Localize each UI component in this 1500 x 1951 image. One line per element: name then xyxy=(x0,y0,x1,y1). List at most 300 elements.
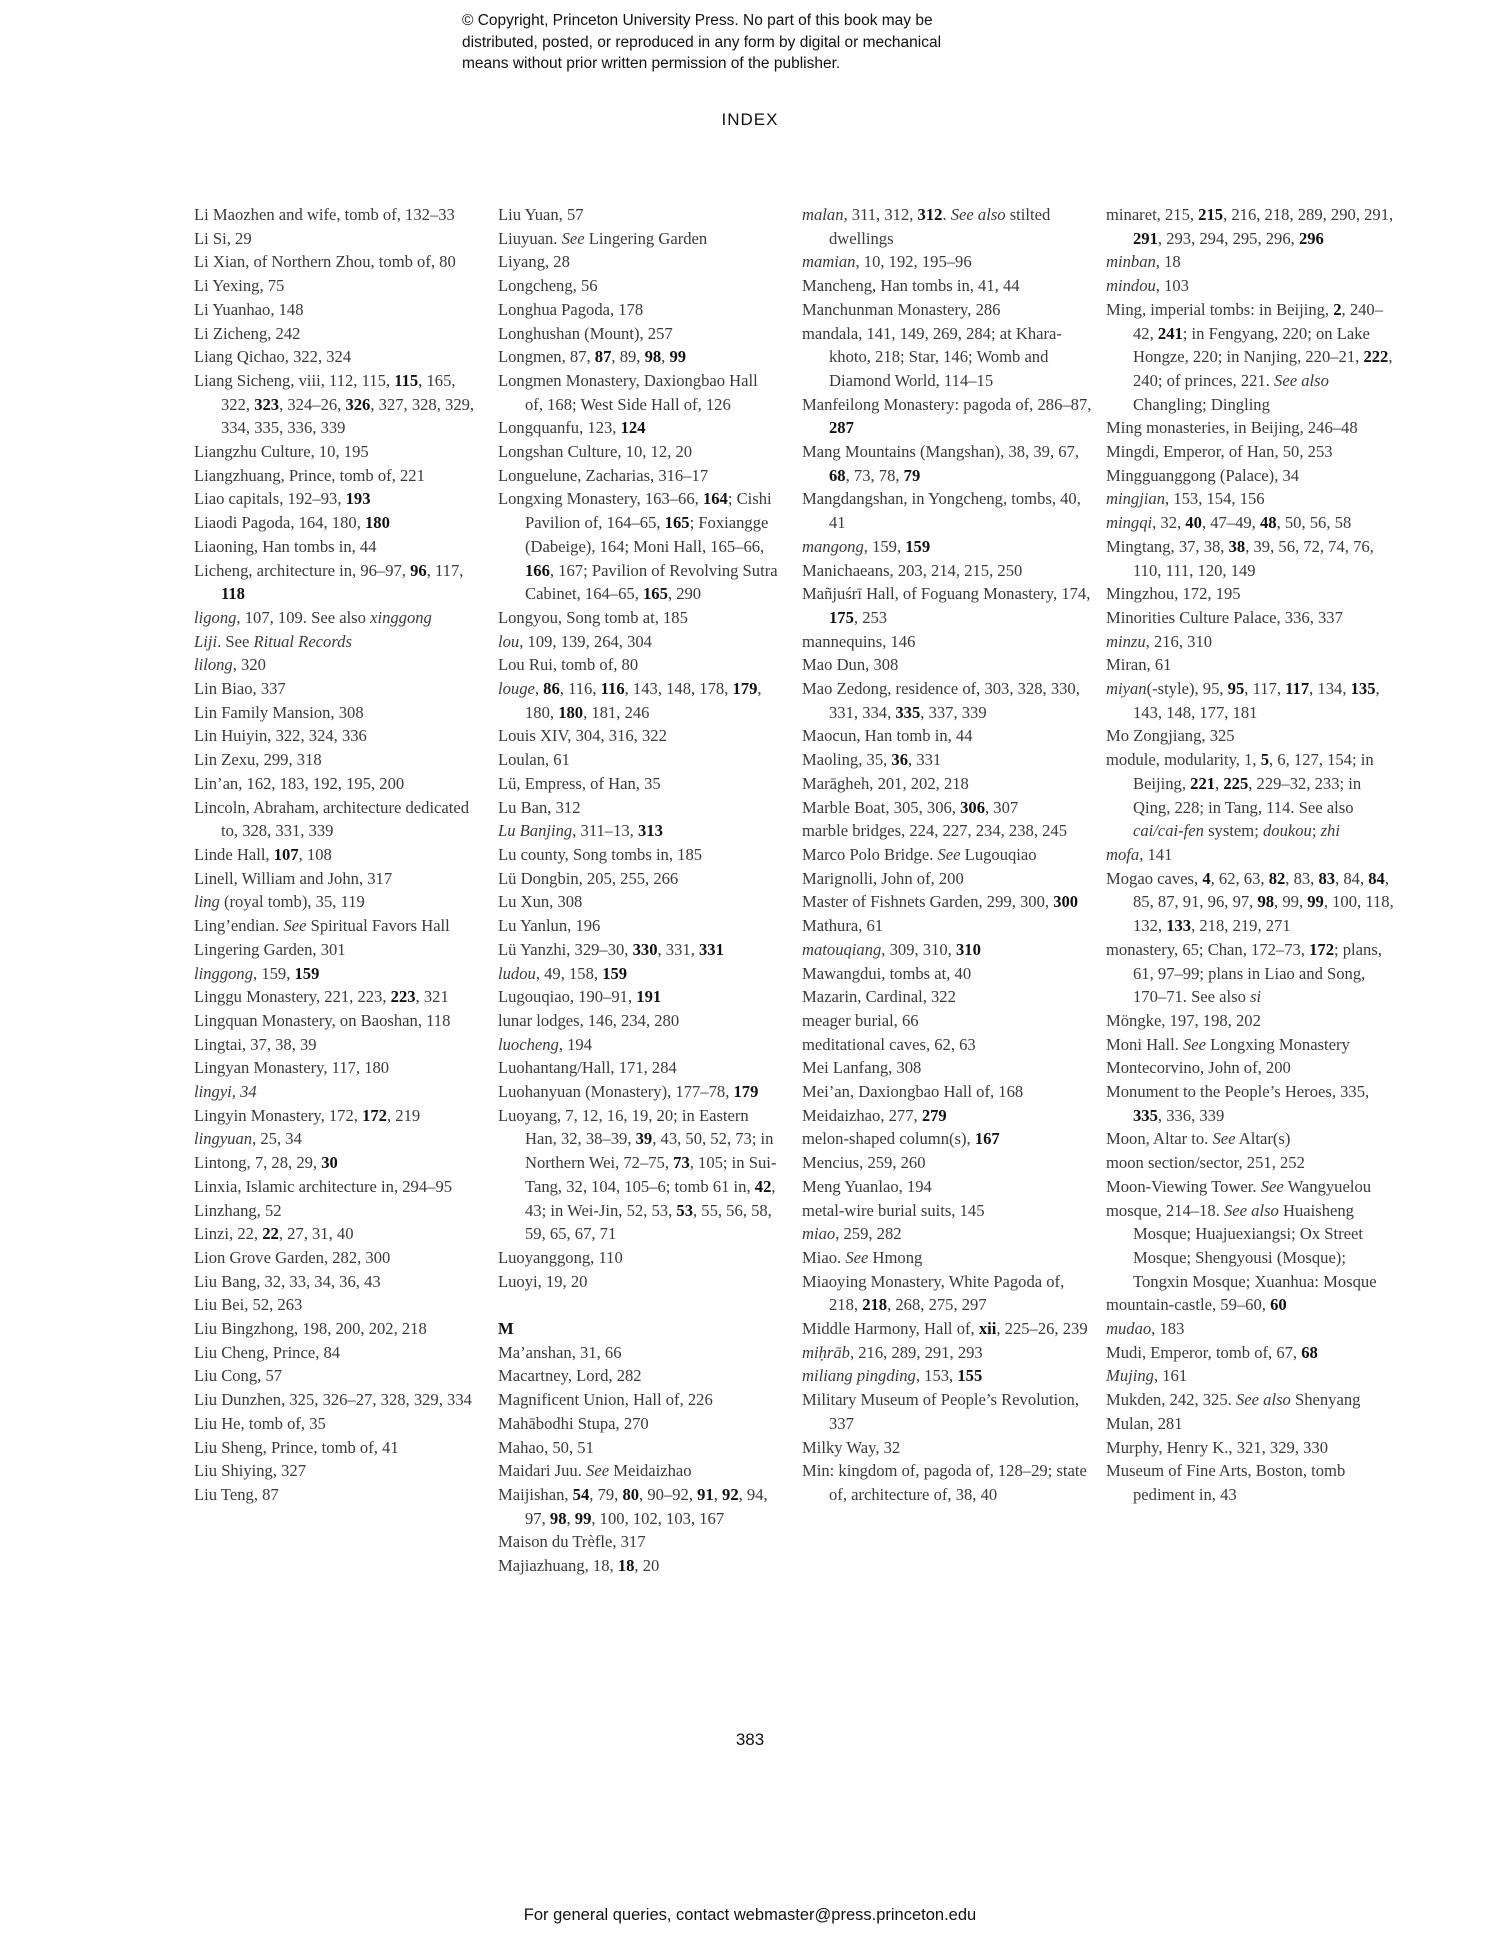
entry-text: , 103 xyxy=(1155,276,1189,296)
index-entry xyxy=(194,298,484,322)
index-entry xyxy=(802,1436,1092,1460)
italic-term: miliang pingding xyxy=(802,1366,916,1386)
entry-text: Liangzhuang, Prince, tomb of, 221 xyxy=(194,465,425,485)
entry-text: , 159, xyxy=(863,536,906,556)
letter-heading: M xyxy=(498,1319,514,1339)
italic-term: miḥrāb xyxy=(802,1342,850,1362)
italic-term: mamian xyxy=(802,252,856,272)
entry-text: Mañjuśrī Hall, of Foguang Monastery, 174, xyxy=(802,584,1091,604)
illustration-page-ref: 48 xyxy=(1259,513,1277,533)
entry-text: Lingyin Monastery, 172, xyxy=(194,1105,363,1125)
italic-term: minzu xyxy=(1106,631,1146,651)
entry-text: , 159, xyxy=(253,963,295,983)
illustration-page-ref: xii xyxy=(978,1319,997,1339)
entry-text: Lion Grove Garden, 282, 300 xyxy=(194,1247,391,1267)
index-entry xyxy=(802,938,1092,962)
illustration-page-ref: 99 xyxy=(574,1508,592,1528)
index-entry xyxy=(498,1530,778,1554)
entry-text: Lu county, Song tombs in, 185 xyxy=(498,844,703,864)
entry-text: Ma’anshan, 31, 66 xyxy=(498,1342,622,1362)
illustration-page-ref: 335 xyxy=(1133,1105,1158,1125)
index-entry xyxy=(194,1127,484,1151)
illustration-page-ref: 215 xyxy=(1198,205,1224,224)
illustration-page-ref: 159 xyxy=(602,963,628,983)
entry-text: , 225–26, 239 xyxy=(996,1319,1088,1339)
entry-text: Mahao, 50, 51 xyxy=(498,1437,594,1457)
entry-text: Ming, imperial tombs: in Beijing, xyxy=(1106,299,1334,319)
entry-text: Liao capitals, 192–93, xyxy=(194,489,346,509)
entry-text: , 311–13, xyxy=(572,821,638,841)
index-entry xyxy=(802,724,1092,748)
index-entry xyxy=(194,1151,484,1175)
index-entry xyxy=(802,274,1092,298)
entry-text: , 20 xyxy=(634,1556,660,1576)
entry-text: Altar(s) xyxy=(1235,1129,1291,1149)
entry-text: , 116, xyxy=(559,679,601,699)
entry-text: Manfeilong Monastery: pagoda of, 286–87, xyxy=(802,394,1092,414)
index-entry xyxy=(1106,1459,1396,1506)
entry-text: Lu Ban, 312 xyxy=(498,797,581,817)
italic-term: See xyxy=(561,228,585,248)
entry-text: , xyxy=(713,1484,723,1504)
entry-text: , 49, 158, xyxy=(535,963,603,983)
illustration-page-ref: 40 xyxy=(1185,513,1202,533)
index-entry xyxy=(194,274,484,298)
illustration-page-ref: 96 xyxy=(410,560,427,580)
index-entry xyxy=(498,416,778,440)
entry-text: marble bridges, 224, 227, 234, 238, 245 xyxy=(802,821,1068,841)
index-entry xyxy=(498,796,778,820)
entry-text: Lin Biao, 337 xyxy=(194,679,286,699)
index-entry xyxy=(802,890,1092,914)
index-entry xyxy=(802,559,1092,583)
index-entry xyxy=(802,322,1092,393)
index-entry xyxy=(802,819,1092,843)
entry-text: ; Foxiangge (Dabeige), 164; Moni Hall, 165–66, xyxy=(525,513,769,556)
index-entry xyxy=(498,203,778,227)
index-entry xyxy=(194,985,484,1009)
index-entry xyxy=(802,867,1092,891)
index-entry xyxy=(194,701,484,725)
italic-term: si xyxy=(1250,987,1262,1007)
entry-text: Luohantang/Hall, 171, 284 xyxy=(498,1058,677,1078)
entry-text: Maison du Trèfle, 317 xyxy=(498,1532,646,1552)
entry-text: Miran, 61 xyxy=(1106,655,1172,675)
entry-text: , 153, xyxy=(915,1366,958,1386)
index-entry xyxy=(194,1104,484,1128)
italic-term: Lu Banjing xyxy=(498,821,573,841)
entry-text: , 336, 339 xyxy=(1157,1105,1225,1125)
entry-text: Marble Boat, 305, 306, xyxy=(802,797,961,817)
page-number: 383 xyxy=(735,1730,765,1749)
illustration-page-ref: 225 xyxy=(1223,773,1249,793)
index-entry xyxy=(1106,843,1396,867)
index-column-4 xyxy=(1106,203,1396,1507)
index-entry xyxy=(802,1388,1092,1435)
illustration-page-ref: 287 xyxy=(829,418,854,438)
illustration-page-ref: 73 xyxy=(673,1153,690,1173)
illustration-page-ref: 95 xyxy=(1227,679,1245,699)
italic-term: mofa xyxy=(1106,844,1140,864)
entry-text: , 39, 56, 72, 74, 76, 110, 111, 120, 149 xyxy=(1133,536,1374,580)
illustration-page-ref: 87 xyxy=(594,347,612,367)
entry-text: Longhua Pagoda, 178 xyxy=(498,299,644,319)
illustration-page-ref: 42 xyxy=(754,1176,772,1196)
index-entry xyxy=(1106,1436,1396,1460)
index-entry xyxy=(194,250,484,274)
index-entry xyxy=(1106,464,1396,488)
entry-text: , 32, xyxy=(1152,513,1186,533)
illustration-page-ref: 68 xyxy=(829,465,846,485)
entry-text: , 320 xyxy=(232,655,266,675)
entry-text: , 100, 102, 103, 167 xyxy=(591,1508,725,1528)
illustration-page-ref: 300 xyxy=(1053,892,1079,912)
entry-text: Liu Bang, 32, 33, 34, 36, 43 xyxy=(194,1271,381,1291)
entry-text: ; plans, 61, 97–99; plans in Liao and Song, 170–71. See also xyxy=(1133,939,1382,1007)
entry-text: Luoyang, 7, 12, 16, 19, 20; in Eastern Han, 32, 38–39, xyxy=(498,1105,749,1149)
entry-text: Moni Hall. xyxy=(1106,1034,1183,1054)
entry-text: , 141 xyxy=(1139,844,1173,864)
entry-text: ; in Fengyang, 220; on Lake Hongze, 220; in Nanjing, 220–21, xyxy=(1133,323,1370,367)
entry-text: Miao. xyxy=(802,1247,846,1267)
entry-text: Mathura, 61 xyxy=(802,916,884,936)
illustration-page-ref: 79 xyxy=(903,465,921,485)
illustration-page-ref: 155 xyxy=(957,1366,983,1386)
index-column-1 xyxy=(194,203,484,1507)
italic-term: lilong xyxy=(194,655,233,675)
index-entry xyxy=(194,1483,484,1507)
index-entry xyxy=(194,1341,484,1365)
entry-text: Maoling, 35, xyxy=(802,750,892,770)
index-entry xyxy=(802,535,1092,559)
illustration-page-ref: 68 xyxy=(1301,1342,1318,1362)
index-entry xyxy=(802,1151,1092,1175)
illustration-page-ref: 18 xyxy=(617,1556,635,1576)
entry-text: Liu Cong, 57 xyxy=(194,1366,283,1386)
entry-text: Mawangdui, tombs at, 40 xyxy=(802,963,972,983)
illustration-page-ref: 5 xyxy=(1260,750,1269,770)
entry-text: , 10, 192, 195–96 xyxy=(855,252,972,272)
entry-text: , 27, 31, 40 xyxy=(278,1224,354,1244)
index-entry xyxy=(802,796,1092,820)
entry-text: (royal tomb), 35, 119 xyxy=(219,892,365,912)
entry-text: Longmen Monastery, Daxiongbao Hall of, 168; West Side Hall of, 126 xyxy=(498,370,758,414)
index-entry xyxy=(1106,748,1396,843)
entry-text: Mao Dun, 308 xyxy=(802,655,899,675)
index-entry xyxy=(498,748,778,772)
index-entry xyxy=(194,630,484,654)
index-entry xyxy=(1106,535,1396,582)
index-entry xyxy=(1106,724,1396,748)
entry-text: Louis XIV, 304, 316, 322 xyxy=(498,726,667,746)
index-entry xyxy=(1106,1056,1396,1080)
entry-text: , 167; Pavilion of Revolving Sutra Cabinet, 164–65, xyxy=(525,560,778,604)
index-entry xyxy=(1106,1341,1396,1365)
illustration-page-ref: 335 xyxy=(895,702,921,722)
italic-term: See xyxy=(1260,1176,1284,1196)
illustration-page-ref: 124 xyxy=(620,418,646,438)
index-entry xyxy=(498,1554,778,1578)
index-entry xyxy=(1106,938,1396,1009)
entry-text: , 216, 289, 291, 293 xyxy=(849,1342,983,1362)
italic-term: lou xyxy=(498,631,520,651)
entry-text: Lu Yanlun, 196 xyxy=(498,916,601,936)
index-entry xyxy=(498,1364,778,1388)
italic-term: cai/cai-fen xyxy=(1133,821,1204,841)
index-entry xyxy=(802,393,1092,440)
index-entry xyxy=(194,653,484,677)
index-entry xyxy=(498,772,778,796)
index-entry xyxy=(194,227,484,251)
entry-text: Mogao caves, xyxy=(1106,868,1203,888)
illustration-page-ref: 159 xyxy=(905,536,931,556)
illustration-page-ref: 167 xyxy=(974,1129,1000,1149)
index-entry xyxy=(194,938,484,962)
italic-term: miyan xyxy=(1106,679,1147,699)
entry-text: Luoyi, 19, 20 xyxy=(498,1271,588,1291)
index-entry xyxy=(194,535,484,559)
illustration-page-ref: 164 xyxy=(702,489,728,509)
entry-text: Maidari Juu. xyxy=(498,1461,587,1481)
index-entry xyxy=(1106,416,1396,440)
entry-text: ; Cishi Pavilion of, 164–65, xyxy=(525,489,772,533)
illustration-page-ref: 99 xyxy=(669,347,687,367)
entry-text: Middle Harmony, Hall of, xyxy=(802,1319,979,1339)
index-entry xyxy=(498,227,778,251)
italic-term: See xyxy=(845,1247,869,1267)
entry-text: Lingyan Monastery, 117, 180 xyxy=(194,1058,390,1078)
entry-text: Liuyuan. xyxy=(498,228,562,248)
entry-text: , 94, 97, xyxy=(525,1484,768,1528)
illustration-page-ref: 60 xyxy=(1270,1295,1287,1315)
entry-text: Longhushan (Mount), 257 xyxy=(498,323,673,343)
index-entry xyxy=(498,1246,778,1270)
entry-text: Meidaizhao xyxy=(609,1461,692,1481)
italic-term: mindou xyxy=(1106,276,1156,296)
index-entry xyxy=(194,322,484,346)
index-entry xyxy=(194,843,484,867)
entry-text: , 109, 139, 264, 304 xyxy=(519,631,652,651)
index-entry xyxy=(194,464,484,488)
index-entry xyxy=(498,298,778,322)
entry-text: Liyang, 28 xyxy=(498,252,570,272)
entry-text: , 161 xyxy=(1153,1366,1188,1386)
entry-text: , 240–42, xyxy=(1133,299,1384,343)
entry-text: , 108 xyxy=(298,844,332,864)
entry-text: Mao Zedong, residence of, 303, 328, 330, 331, 334, xyxy=(802,679,1080,722)
entry-text: , 43; in Wei-Jin, 52, 53, xyxy=(525,1176,776,1220)
entry-text: Monument to the People’s Heroes, 335, xyxy=(1106,1082,1370,1102)
entry-text: stilted dwellings xyxy=(829,205,1051,248)
entry-text: , 259, 282 xyxy=(835,1224,902,1244)
illustration-page-ref: 80 xyxy=(622,1484,640,1504)
entry-text: Longcheng, 56 xyxy=(498,276,598,296)
entry-text: mannequins, 146 xyxy=(802,631,916,651)
index-entry xyxy=(498,1388,778,1412)
entry-text: , 6, 127, 154; in Beijing, xyxy=(1133,750,1374,793)
index-entry xyxy=(1106,487,1396,511)
entry-text: Lin Family Mansion, 308 xyxy=(194,702,364,722)
italic-term: See xyxy=(283,916,307,936)
entry-text: Mulan, 281 xyxy=(1106,1413,1183,1433)
index-entry xyxy=(802,1222,1092,1246)
illustration-page-ref: 2 xyxy=(1333,299,1342,319)
illustration-page-ref: 53 xyxy=(676,1200,693,1220)
illustration-page-ref: 279 xyxy=(921,1105,947,1125)
entry-text: , xyxy=(534,679,544,699)
index-entry xyxy=(498,345,778,369)
index-column-2 xyxy=(498,203,778,1578)
illustration-page-ref: 118 xyxy=(221,584,245,604)
entry-text: Montecorvino, John of, 200 xyxy=(1106,1058,1291,1078)
index-entry xyxy=(802,630,1092,654)
illustration-page-ref: 179 xyxy=(732,679,758,699)
entry-text: Maijishan, xyxy=(498,1484,573,1504)
italic-term: Ritual Records xyxy=(253,631,352,651)
illustration-page-ref: 92 xyxy=(722,1484,739,1504)
italic-term: mingqi xyxy=(1106,513,1153,533)
entry-text: , 25, 34 xyxy=(252,1129,302,1149)
index-entry xyxy=(802,1317,1092,1341)
illustration-page-ref: 172 xyxy=(362,1105,387,1125)
illustration-page-ref: 331 xyxy=(698,939,724,959)
index-entry xyxy=(1106,1127,1396,1151)
entry-text: , 165, 322, xyxy=(221,370,456,414)
index-entry xyxy=(194,796,484,843)
illustration-page-ref: 82 xyxy=(1268,868,1286,888)
italic-term: lingyuan xyxy=(194,1129,253,1149)
entry-text: , 47–49, xyxy=(1201,513,1260,533)
entry-text: Licheng, architecture in, 96–97, xyxy=(194,560,411,580)
entry-text: Li Zicheng, 242 xyxy=(194,323,301,343)
italic-term: See also xyxy=(1235,1390,1291,1410)
entry-text: Liaodi Pagoda, 164, 180, xyxy=(194,513,365,533)
index-entry xyxy=(802,1270,1092,1317)
index-entry xyxy=(802,1009,1092,1033)
page-title: INDEX xyxy=(721,110,779,129)
entry-text: (-style), 95, xyxy=(1146,679,1228,699)
index-entry xyxy=(194,1436,484,1460)
entry-text: Lugouqiao, 190–91, xyxy=(498,987,637,1007)
index-entry xyxy=(802,843,1092,867)
entry-text: Mingzhou, 172, 195 xyxy=(1106,584,1241,604)
entry-text: . xyxy=(942,205,951,224)
entry-text: , 83, xyxy=(1285,868,1319,888)
entry-text: Lincoln, Abraham, architecture dedicated to, 328, 331, 339 xyxy=(194,797,470,841)
entry-text: Li Si, 29 xyxy=(194,228,252,248)
entry-text: Li Maozhen and wife, tomb of, 132–33 xyxy=(194,205,455,224)
index-entry xyxy=(498,464,778,488)
entry-text: lunar lodges, 146, 234, 280 xyxy=(498,1010,680,1030)
entry-text: , 253 xyxy=(853,607,888,627)
index-entry xyxy=(194,511,484,535)
illustration-page-ref: 313 xyxy=(637,821,663,841)
index-entry xyxy=(498,819,778,843)
entry-text: , 324–26, xyxy=(279,394,346,414)
illustration-page-ref: 116 xyxy=(600,679,625,699)
index-entry xyxy=(498,369,778,416)
entry-text: Moon-Viewing Tower. xyxy=(1106,1176,1261,1196)
index-entry xyxy=(194,724,484,748)
italic-term: malan xyxy=(802,205,844,224)
index-entry xyxy=(194,345,484,369)
index-entry xyxy=(498,938,778,962)
index-entry xyxy=(194,962,484,986)
entry-text: , 153, 154, 156 xyxy=(1165,489,1265,509)
index-entry xyxy=(802,772,1092,796)
entry-text: Linzi, 22, xyxy=(194,1224,263,1244)
entry-text: Liu He, tomb of, 35 xyxy=(194,1413,326,1433)
index-entry xyxy=(498,653,778,677)
index-entry xyxy=(498,1436,778,1460)
illustration-page-ref: 36 xyxy=(891,750,909,770)
index-entry xyxy=(498,1080,778,1104)
entry-text: Minorities Culture Palace, 336, 337 xyxy=(1106,607,1343,627)
italic-term: ligong xyxy=(194,607,237,627)
entry-text: , 311, 312, xyxy=(843,205,918,224)
index-entry xyxy=(802,1033,1092,1057)
entry-text: , 290 xyxy=(667,584,702,604)
index-entry xyxy=(498,962,778,986)
illustration-page-ref: 312 xyxy=(917,205,943,224)
entry-text: Mo Zongjiang, 325 xyxy=(1106,726,1235,746)
entry-text: , 194 xyxy=(558,1034,593,1054)
entry-text: mountain-castle, 59–60, xyxy=(1106,1295,1271,1315)
index-entry xyxy=(194,606,484,630)
entry-text: , 183 xyxy=(1151,1319,1185,1339)
entry-text: , 105; in Sui-Tang, 32, 104, 105–6; tomb 61 in, xyxy=(525,1153,777,1196)
illustration-page-ref: 223 xyxy=(390,987,416,1007)
index-entry xyxy=(1106,440,1396,464)
entry-text: system; xyxy=(1203,821,1263,841)
entry-text: , 79, xyxy=(589,1484,623,1504)
entry-text: , 143, 148, 178, xyxy=(624,679,733,699)
entry-text: Master of Fishnets Garden, 299, 300, xyxy=(802,892,1054,912)
entry-text: Lü Dongbin, 205, 255, 266 xyxy=(498,868,679,888)
index-entry xyxy=(498,1104,778,1246)
entry-text: , 307 xyxy=(984,797,1019,817)
entry-text: Luoyanggong, 110 xyxy=(498,1247,623,1267)
illustration-page-ref: 180 xyxy=(365,513,390,533)
entry-text: melon-shaped column(s), xyxy=(802,1129,975,1149)
entry-text: Linxia, Islamic architecture in, 294–95 xyxy=(194,1176,453,1196)
entry-text: , 107, 109. See also xyxy=(236,607,371,627)
italic-term: mangong xyxy=(802,536,864,556)
illustration-page-ref: 83 xyxy=(1318,868,1336,888)
entry-text: Manchunman Monastery, 286 xyxy=(802,299,1001,319)
entry-text: , xyxy=(1215,773,1224,793)
entry-text: Marignolli, John of, 200 xyxy=(802,868,964,888)
illustration-page-ref: 98 xyxy=(644,347,662,367)
index-entry xyxy=(194,1412,484,1436)
entry-text: Manichaeans, 203, 214, 215, 250 xyxy=(802,560,1023,580)
entry-text: , 218, 219, 271 xyxy=(1191,916,1291,936)
index-entry xyxy=(1106,582,1396,606)
index-entry xyxy=(194,487,484,511)
index-entry xyxy=(1106,1388,1396,1412)
entry-text: , 62, 63, xyxy=(1210,868,1269,888)
index-entry xyxy=(802,582,1092,629)
illustration-page-ref: 179 xyxy=(733,1082,759,1102)
entry-text: Liu Bei, 52, 263 xyxy=(194,1295,303,1315)
entry-text: Macartney, Lord, 282 xyxy=(498,1366,642,1386)
entry-text: Mahābodhi Stupa, 270 xyxy=(498,1413,649,1433)
entry-text: Miaoying Monastery, White Pagoda of, 218, xyxy=(802,1271,1065,1315)
entry-text: Longxing Monastery xyxy=(1206,1034,1350,1054)
index-entry xyxy=(498,724,778,748)
entry-text: , 90–92, xyxy=(639,1484,698,1504)
entry-text: Lü, Empress, of Han, 35 xyxy=(498,773,661,793)
